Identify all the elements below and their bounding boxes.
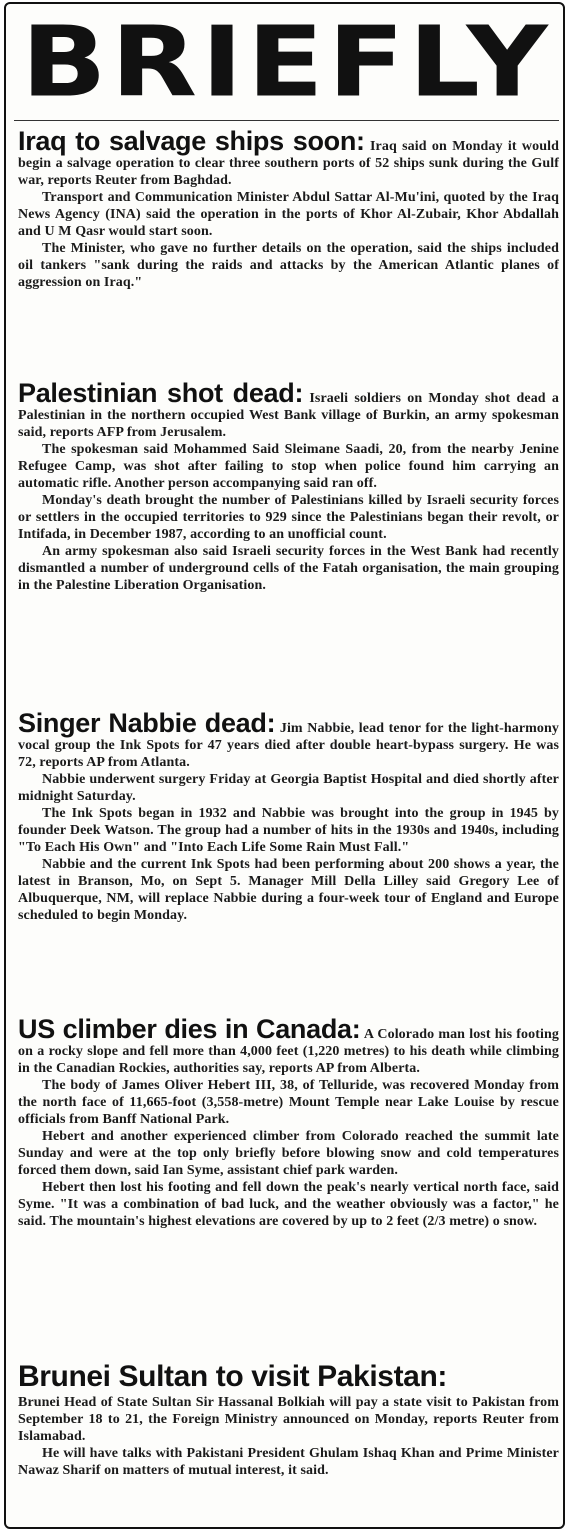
story-paragraph: He will have talks with Pakistani President Ghulam Ishaq Khan and Prime Minister Nawaz Sharif on matters of mutual interest, it said. xyxy=(18,1446,559,1478)
story-headline: Iraq to salvage ships soon: xyxy=(18,126,365,156)
story-paragraph: An army spokesman also said Israeli security forces in the West Bank had recently dismantled a number of underground cells of the Fatah organisation, the main grouping in the Palestine Liberation Organisation. xyxy=(18,544,559,593)
story-headline: Palestinian shot dead: xyxy=(18,378,304,408)
masthead xyxy=(9,5,565,119)
masthead-rule xyxy=(14,120,559,121)
story-paragraph: The Minister, who gave no further details on the operation, said the ships included oil tankers "sank during the raids and attacks by the American Atlantic planes of aggression on Iraq." xyxy=(18,241,559,290)
masthead-title: BRIEFLY xyxy=(21,5,552,119)
story-paragraph: The body of James Oliver Hebert III, 38, of Telluride, was recovered Monday from the north face of 11,665-foot (3,558-metre) Mount Temple near Lake Louise by rescue officials from Banff National Park. xyxy=(18,1078,559,1127)
story-paragraph: Hebert then lost his footing and fell down the peak's nearly vertical north face, said Syme. "It was a combination of bad luck, and the weather obviously was a factor," he said. The mountain's highest elevations are covered by up to 2 feet (2/3 metre) o snow. xyxy=(18,1180,559,1229)
story-paragraph: The Ink Spots began in 1932 and Nabbie was brought into the group in 1945 by founder Deek Watson. The group had a number of hits in the 1930s and 1940s, including "To Each His Own" and "Into Each Life Some Rain Must Fall." xyxy=(18,806,559,855)
story-paragraph: Transport and Communication Minister Abdul Sattar Al-Mu'ini, quoted by the Iraq News Agency (INA) said the operation in the ports of Khor Al-Zubair, Khor Abdallah and U M Qasr would start soon. xyxy=(18,190,559,239)
story-headline: Singer Nabbie dead: xyxy=(18,708,276,738)
story-lead xyxy=(18,380,559,441)
story-nabbie xyxy=(18,710,559,924)
story-brunei xyxy=(18,1360,559,1479)
story-paragraph: Hebert and another experienced climber from Colorado reached the summit late Sunday and were at the top only briefly before blowing snow and cold temperatures forced them down, said Ian Syme, assistant chief park warden. xyxy=(18,1129,559,1178)
story-lead-text: Jim Nabbie, lead tenor for the light-harmony vocal group the Ink Spots for 47 years died after double heart-bypass surgery. He was 72, reports AP from Atlanta. xyxy=(18,721,559,770)
story-paragraph: Monday's death brought the number of Palestinians killed by Israeli security forces or settlers in the occupied territories to 929 since the Palestinians began their revolt, or Intifada, in December 1987, according to an unofficial count. xyxy=(18,493,559,542)
story-headline: Brunei Sultan to visit Pakistan: xyxy=(18,1360,447,1393)
story-paragraph: Nabbie and the current Ink Spots had been performing about 200 shows a year, the latest in Branson, Mo, on Sept 5. Manager Mill Della Lilley said Gregory Lee of Albuquerque, NM, will replace Nabbie during a four-week tour of England and Europe scheduled to begin Monday. xyxy=(18,857,559,923)
story-lead xyxy=(18,128,559,189)
story-lead-text: Brunei Head of State Sultan Sir Hassanal Bolkiah will pay a state visit to Pakistan from September 18 to 21, the Foreign Ministry announced on Monday, reports Reuter from Islamabad. xyxy=(18,1395,559,1444)
story-lead-text: A Colorado man lost his footing on a rocky slope and fell more than 4,000 feet (1,220 metres) to his death while climbing in the Canadian Rockies, authorities say, reports AP from Alberta. xyxy=(18,1027,559,1076)
story-palestinian xyxy=(18,380,559,594)
story-lead-text: Israeli soldiers on Monday shot dead a Palestinian in the northern occupied West Bank village of Burkin, an army spokesman said, reports AFP from Jerusalem. xyxy=(18,391,559,440)
story-headline: US climber dies in Canada: xyxy=(18,1014,361,1044)
story-climber xyxy=(18,1016,559,1230)
story-paragraph: The spokesman said Mohammed Said Sleimane Saadi, 20, from the nearby Jenine Refugee Camp, was shot after failing to stop when police found him carrying an automatic rifle. Another person accompanying said ran off. xyxy=(18,442,559,491)
story-lead xyxy=(18,710,559,771)
story-lead-text: Iraq said on Monday it would begin a salvage operation to clear three southern ports of 52 ships sunk during the Gulf war, reports Reuter from Baghdad. xyxy=(18,139,559,188)
story-lead xyxy=(18,1016,559,1077)
story-iraq xyxy=(18,128,559,291)
story-paragraph: Nabbie underwent surgery Friday at Georgia Baptist Hospital and died shortly after midnight Saturday. xyxy=(18,772,559,804)
